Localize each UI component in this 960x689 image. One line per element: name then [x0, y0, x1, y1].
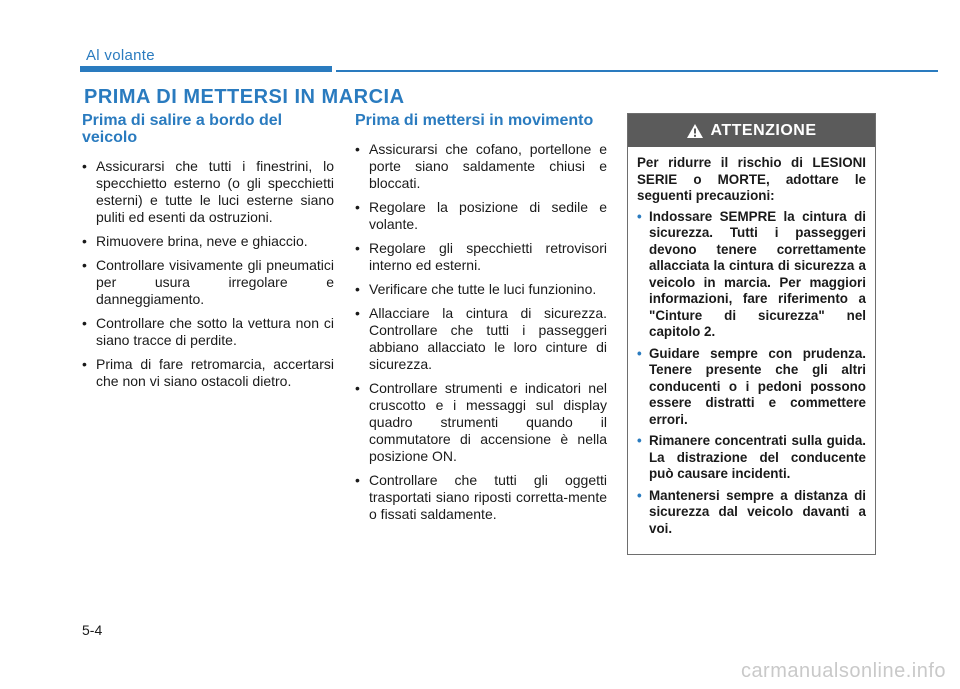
- list-item: • Controllare che sotto la vettura non ci siano tracce di perdite.: [82, 315, 334, 349]
- warning-title: ATTENZIONE: [710, 121, 817, 139]
- list-item: • Allacciare la cintura di sicurezza. Controllare che tutti i passeggeri abbiano allacciato le loro cinture di sicurezza.: [355, 305, 607, 373]
- list-item: • Guidare sempre con prudenza. Tenere presente che gli altri conducenti o i pedoni possono essere distratti e commettere errori.: [637, 346, 866, 429]
- list-item: • Regolare la posizione di sedile e volante.: [355, 199, 607, 233]
- column-before-driving: [355, 112, 607, 530]
- header-rule-thin: [336, 70, 938, 72]
- column-1-list: [82, 158, 334, 390]
- list-item: • Rimanere concentrati sulla guida. La distrazione del conducente può causare incidenti.: [637, 433, 866, 483]
- section-label: Al volante: [86, 47, 155, 64]
- column-2-heading: Prima di mettersi in movimento: [355, 112, 594, 129]
- warning-header: [628, 114, 875, 147]
- warning-box: [627, 113, 876, 555]
- list-item: • Controllare che tutti gli oggetti trasportati siano riposti corretta-mente o fissati saldamente.: [355, 472, 607, 523]
- warning-body: [628, 147, 875, 537]
- list-item: • Indossare SEMPRE la cintura di sicurezza. Tutti i passeggeri devono tenere correttamente allacciata la cintura di sicurezza a veicolo in marcia. Per maggiori informazioni, fare riferimento a "Cinture di sicurezza" nel capitolo 2.: [637, 209, 866, 341]
- warning-triangle-icon: [686, 123, 704, 139]
- list-item: • Prima di fare retromarcia, accertarsi che non vi siano ostacoli dietro.: [82, 356, 334, 390]
- list-item: • Assicurarsi che cofano, portellone e porte siano saldamente chiusi e bloccati.: [355, 141, 607, 192]
- column-2-list: [355, 141, 607, 523]
- warning-list: [637, 209, 866, 538]
- page-number: 5-4: [82, 622, 103, 638]
- header-rule-thick: [80, 66, 332, 72]
- page-title: PRIMA DI METTERSI IN MARCIA: [84, 86, 405, 108]
- watermark: carmanualsonline.info: [740, 660, 946, 682]
- list-item: • Controllare strumenti e indicatori nel cruscotto e i messaggi sul display quadro strumenti quando il commutatore di accensione è nella posizione ON.: [355, 380, 607, 465]
- column-before-entering: [82, 112, 334, 397]
- list-item: • Mantenersi sempre a distanza di sicurezza dal veicolo davanti a voi.: [637, 488, 866, 538]
- list-item: • Assicurarsi che tutti i finestrini, lo specchietto esterno (o gli specchietti esterni) e tutte le luci esterne siano puliti ed esenti da ostruzioni.: [82, 158, 334, 226]
- list-item: • Controllare visivamente gli pneumatici per usura irregolare e danneggiamento.: [82, 257, 334, 308]
- list-item: • Rimuovere brina, neve e ghiaccio.: [82, 233, 334, 250]
- warning-intro: Per ridurre il rischio di LESIONI SERIE o MORTE, adottare le seguenti precauzioni:: [637, 155, 866, 203]
- list-item: • Regolare gli specchietti retrovisori interno ed esterni.: [355, 240, 607, 274]
- column-1-heading: Prima di salire a bordo del veicolo: [82, 112, 283, 146]
- list-item: • Verificare che tutte le luci funzionino.: [355, 281, 607, 298]
